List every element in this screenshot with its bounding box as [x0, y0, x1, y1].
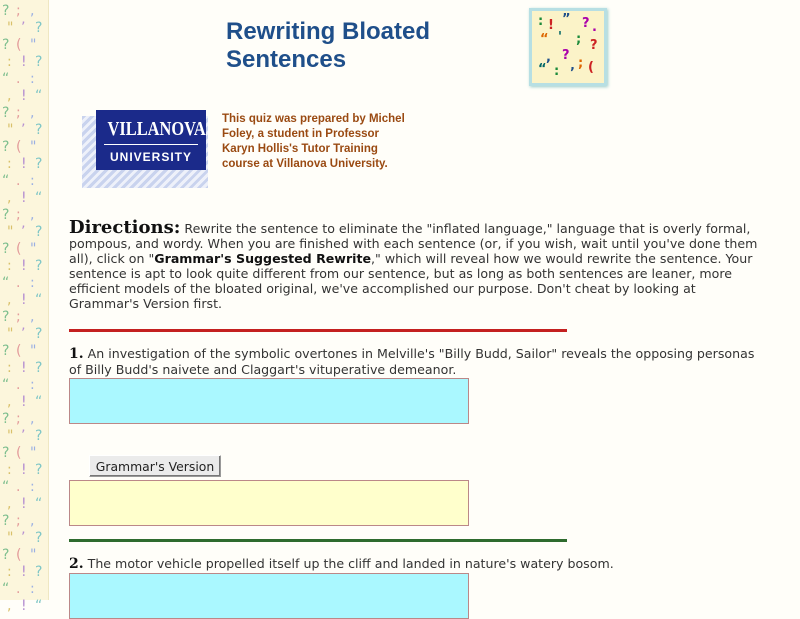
sidebar-glyph: !	[21, 394, 27, 410]
sidebar-glyph: !	[21, 292, 27, 308]
punct-glyph: :	[538, 14, 544, 29]
sidebar-glyph: :	[30, 581, 35, 597]
punct-glyph: .	[592, 20, 597, 35]
sidebar-glyph: “	[35, 88, 43, 104]
sidebar-glyph: ,	[30, 3, 35, 19]
sidebar-glyph: (	[16, 241, 22, 257]
punct-glyph: ”	[562, 12, 571, 27]
sidebar-glyph: ,	[30, 105, 35, 121]
sidebar-glyph: ?	[2, 309, 10, 325]
page-title: Rewriting Bloated Sentences	[226, 18, 431, 73]
sidebar-glyph: ,	[7, 496, 12, 512]
sidebar-glyph: !	[21, 564, 27, 580]
sidebar-glyph: :	[30, 275, 35, 291]
sidebar-glyph: ,	[30, 309, 35, 325]
sidebar-glyph: “	[2, 581, 10, 597]
sidebar-glyph: :	[7, 258, 12, 274]
sidebar-glyph: ?	[35, 122, 43, 138]
decorative-sidebar	[0, 0, 49, 614]
answer-1-input[interactable]	[69, 378, 469, 424]
sidebar-glyph: ;	[16, 105, 21, 121]
punct-glyph: ?	[590, 38, 598, 53]
sidebar-glyph: ’	[21, 122, 26, 138]
question-2-number: 2.	[69, 556, 84, 572]
punct-glyph: (	[588, 60, 594, 75]
sidebar-glyph: ,	[30, 207, 35, 223]
sidebar-glyph: “	[35, 292, 43, 308]
sidebar-glyph: ,	[7, 394, 12, 410]
logo-text-villanova: VILLANOVA	[107, 118, 206, 140]
sidebar-glyph: :	[30, 173, 35, 189]
sidebar-glyph: ;	[16, 207, 21, 223]
logo-box	[96, 110, 206, 170]
sidebar-glyph: :	[30, 71, 35, 87]
sidebar-glyph: ?	[2, 513, 10, 529]
sidebar-glyph: ?	[35, 224, 43, 240]
sidebar-glyph: ?	[2, 343, 10, 359]
sidebar-glyph: “	[2, 479, 10, 495]
directions-paragraph	[69, 217, 759, 311]
sidebar-glyph: ’	[21, 20, 26, 36]
sidebar-glyph: “	[2, 275, 10, 291]
sidebar-glyph: ?	[2, 3, 10, 19]
sidebar-glyph: (	[16, 343, 22, 359]
sidebar-glyph: .	[16, 581, 21, 597]
sidebar-glyph: ?	[2, 139, 10, 155]
sidebar-glyph: “	[35, 598, 43, 614]
sidebar-glyph: :	[7, 462, 12, 478]
sidebar-glyph: ?	[35, 20, 43, 36]
sidebar-glyph: "	[30, 547, 37, 563]
version-1-output[interactable]	[69, 480, 469, 526]
question-2	[69, 556, 759, 572]
punctuation-logo-icon	[529, 8, 607, 86]
sidebar-glyph: ?	[2, 105, 10, 121]
sidebar-glyph: !	[21, 598, 27, 614]
sidebar-glyph: !	[21, 190, 27, 206]
sidebar-glyph: “	[35, 496, 43, 512]
sidebar-glyph: !	[21, 462, 27, 478]
sidebar-glyph: "	[7, 530, 14, 546]
question-2-text: The motor vehicle propelled itself up the cliff and landed in nature's watery bosom.	[83, 556, 614, 571]
sidebar-glyph: .	[16, 275, 21, 291]
sidebar-glyph: "	[7, 326, 14, 342]
sidebar-glyph: ?	[35, 462, 43, 478]
sidebar-glyph: .	[16, 377, 21, 393]
sidebar-glyph: ?	[35, 326, 43, 342]
sidebar-glyph: ,	[7, 190, 12, 206]
sidebar-glyph: ?	[2, 445, 10, 461]
directions-heading: Directions:	[69, 217, 181, 238]
sidebar-glyph: ?	[2, 547, 10, 563]
sidebar-glyph: ,	[30, 513, 35, 529]
sidebar-glyph: "	[30, 343, 37, 359]
answer-2-input[interactable]	[69, 573, 469, 619]
sidebar-glyph: ;	[16, 411, 21, 427]
green-divider	[69, 539, 567, 542]
punct-glyph: “	[538, 62, 547, 77]
punct-glyph: :	[554, 64, 560, 79]
directions-text-end: ," which will reveal how we would rewrite the sentence. Your sentence is apt to look quite different from our sentence, but as long as both sentences are leaner, more efficient models of the bloated original, we've accomplished our purpose. Don't cheat by looking at Grammar's Version first.	[69, 251, 753, 311]
sidebar-glyph: ?	[2, 411, 10, 427]
sidebar-glyph: ?	[35, 428, 43, 444]
sidebar-glyph: ;	[16, 3, 21, 19]
punct-glyph: ’	[570, 66, 575, 81]
sidebar-glyph: "	[30, 445, 37, 461]
sidebar-glyph: (	[16, 445, 22, 461]
sidebar-glyph: ,	[7, 88, 12, 104]
directions-text-start: Rewrite the sentence to eliminate the "inflated language," language that is overly formal, pompous, and wordy. When you are finished with each sentence (or, if you wish, wait until you've done them all), click on "	[69, 221, 758, 266]
sidebar-glyph: .	[16, 173, 21, 189]
villanova-logo	[78, 110, 208, 188]
red-divider	[69, 329, 567, 332]
question-1-number: 1.	[69, 346, 84, 362]
punct-glyph: ?	[582, 16, 590, 31]
punct-glyph: ;	[578, 56, 584, 71]
sidebar-glyph: .	[16, 479, 21, 495]
punct-glyph: ;	[576, 32, 582, 47]
sidebar-glyph: “	[35, 394, 43, 410]
sidebar-glyph: ?	[2, 241, 10, 257]
sidebar-glyph: ,	[7, 598, 12, 614]
sidebar-glyph: ?	[2, 37, 10, 53]
punct-glyph: !	[548, 18, 554, 33]
sidebar-glyph: “	[2, 71, 10, 87]
sidebar-glyph: ’	[21, 224, 26, 240]
sidebar-glyph: ;	[16, 309, 21, 325]
sidebar-glyph: :	[7, 564, 12, 580]
sidebar-glyph: ?	[35, 156, 43, 172]
sidebar-glyph: ?	[35, 564, 43, 580]
sidebar-glyph: :	[30, 479, 35, 495]
sidebar-glyph: ?	[35, 54, 43, 70]
sidebar-glyph: (	[16, 547, 22, 563]
sidebar-glyph: ?	[35, 530, 43, 546]
sidebar-glyph: !	[21, 360, 27, 376]
question-1	[69, 346, 759, 377]
sidebar-glyph: "	[7, 428, 14, 444]
sidebar-glyph: ,	[30, 411, 35, 427]
sidebar-glyph: .	[16, 71, 21, 87]
sidebar-glyph: :	[30, 377, 35, 393]
sidebar-glyph: !	[21, 496, 27, 512]
sidebar-glyph: !	[21, 156, 27, 172]
sidebar-glyph: ’	[21, 326, 26, 342]
sidebar-glyph: !	[21, 88, 27, 104]
sidebar-glyph: “	[35, 190, 43, 206]
sidebar-glyph: (	[16, 139, 22, 155]
sidebar-glyph: ?	[35, 360, 43, 376]
logo-divider	[104, 144, 198, 145]
sidebar-glyph: "	[7, 20, 14, 36]
sidebar-glyph: !	[21, 258, 27, 274]
punct-glyph: '	[558, 30, 562, 45]
sidebar-glyph: ,	[7, 292, 12, 308]
directions-bold-text: Grammar's Suggested Rewrite	[154, 251, 372, 266]
punct-glyph: “	[540, 32, 549, 47]
sidebar-glyph: “	[2, 173, 10, 189]
author-credit: This quiz was prepared by Michel Foley, a student in Professor Karyn Hollis's Tutor Training course at Villanova University.	[222, 113, 405, 170]
sidebar-glyph: ?	[2, 207, 10, 223]
sidebar-glyph: "	[30, 139, 37, 155]
sidebar-glyph: ’	[21, 428, 26, 444]
sidebar-glyph: !	[21, 54, 27, 70]
sidebar-glyph: "	[7, 224, 14, 240]
sidebar-glyph: :	[7, 360, 12, 376]
sidebar-glyph: “	[2, 377, 10, 393]
question-1-text: An investigation of the symbolic overtones in Melville's "Billy Budd, Sailor" reveals the opposing personas of Billy Budd's naivete and Claggart's vituperative demeanor.	[69, 346, 755, 377]
sidebar-glyph: :	[7, 156, 12, 172]
sidebar-glyph: ’	[21, 530, 26, 546]
sidebar-glyph: "	[30, 37, 37, 53]
grammars-version-button[interactable]: Grammar's Version	[89, 455, 221, 477]
sidebar-glyph: ;	[16, 513, 21, 529]
sidebar-glyph: (	[16, 37, 22, 53]
sidebar-glyph: "	[7, 122, 14, 138]
sidebar-glyph: "	[30, 241, 37, 257]
punct-glyph: ?	[562, 48, 570, 63]
logo-text-university: UNIVERSITY	[109, 150, 192, 164]
punct-glyph: ,	[546, 50, 551, 65]
sidebar-glyph: :	[7, 54, 12, 70]
sidebar-glyph: ?	[35, 258, 43, 274]
